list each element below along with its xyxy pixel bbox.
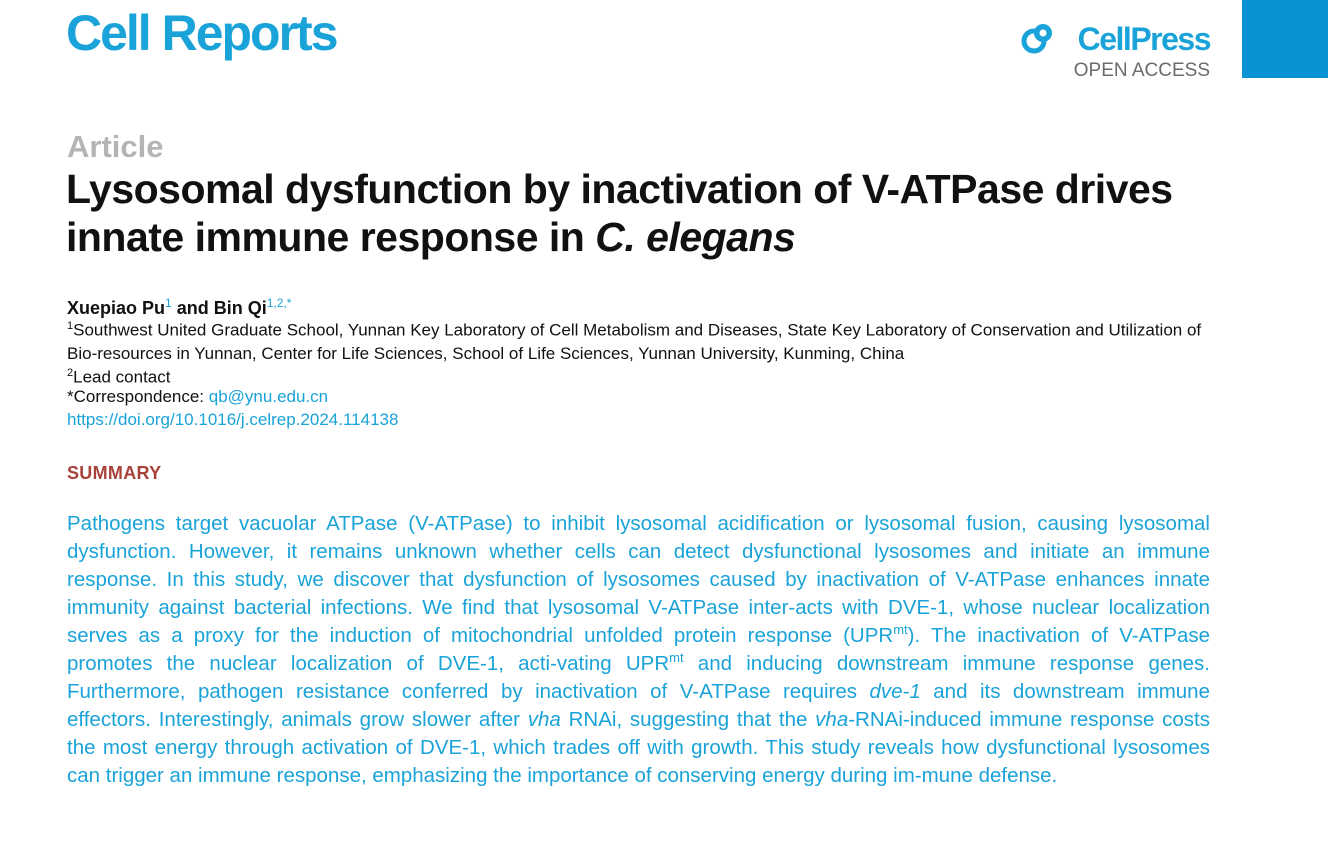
summary-run: Pathogens target vacuolar ATPase (V-ATPase) to inhibit lysosomal acidification or lysosomal fusion, causing lysosomal dysfunction. However, it remains unknown whether cells can detect dysfunctional lysosomes and initiate an immune response. In this study, we discover that dysfunction of lysosomes caused by inactivation of V-ATPase enhances innate immunity against bacterial infections. We find that lysosomal V-ATPase inter-acts with DVE-1, whose nuclear localization serves as a proxy for the induction of mitochondrial unfolded protein response (UPR bbox=[67, 512, 1210, 647]
journal-title: Cell Reports bbox=[66, 5, 337, 61]
author-name: Bin Qi bbox=[213, 298, 267, 318]
summary-run: RNAi, suggesting that the bbox=[560, 708, 816, 731]
summary-heading: SUMMARY bbox=[67, 463, 162, 483]
summary-superscript: mt bbox=[893, 622, 908, 638]
cellpress-logo bbox=[1020, 20, 1210, 82]
summary-run: -RNAi-induced immune response costs the most energy through activation of DVE-1, which trades off with growth. This study reveals how dysfunctional lysosomes can trigger an immune response, emphasizing the importance of conserving energy during im-mune defense. bbox=[67, 708, 1211, 787]
title-text: Lysosomal dysfunction by inactivation of V-ATPase drives innate immune response in bbox=[66, 166, 1173, 260]
summary-run: and inducing downstream immune response genes. Furthermore, pathogen resistance conferred by inactivation of V-ATPase requires bbox=[67, 652, 1210, 703]
correspondence bbox=[67, 385, 1217, 408]
article-title bbox=[66, 165, 1216, 261]
email-link[interactable]: qb@ynu.edu.cn bbox=[208, 387, 329, 406]
author-affiliation-mark[interactable]: 1,2,* bbox=[266, 296, 292, 310]
gene-name: vha bbox=[527, 708, 561, 731]
lead-contact-text: Lead contact bbox=[73, 367, 171, 387]
corner-tab bbox=[1242, 0, 1328, 78]
affiliation-1 bbox=[67, 315, 1217, 365]
summary-text bbox=[67, 510, 1210, 790]
cellpress-logo-icon bbox=[1020, 20, 1056, 56]
summary-run: and its downstream immune effectors. Interestingly, animals grow slower after bbox=[67, 680, 1210, 731]
summary-superscript: mt bbox=[669, 650, 684, 666]
affiliation-text: Southwest United Graduate School, Yunnan Key Laboratory of Cell Metabolism and Diseases, State Key Laboratory of Conservation and Utilization of Bio-resources in Yunnan, Center for Life Sciences, School of Life Sciences, Yunnan University, Kunming, China bbox=[67, 320, 1202, 363]
doi-link[interactable]: https://doi.org/10.1016/j.celrep.2024.114138 bbox=[67, 410, 399, 429]
gene-name: dve-1 bbox=[869, 680, 921, 703]
summary-run: ). The inactivation of V-ATPase promotes the nuclear localization of DVE-1, acti-vating UPR bbox=[67, 624, 1210, 675]
author-affiliation-mark[interactable]: 1 bbox=[165, 296, 172, 310]
author-name: Xuepiao Pu bbox=[67, 298, 166, 318]
author-separator: and bbox=[171, 298, 214, 318]
correspondence-label: *Correspondence: bbox=[67, 387, 209, 406]
title-species: C. elegans bbox=[595, 214, 796, 260]
gene-name: vha bbox=[815, 708, 849, 731]
publisher-name: CellPress bbox=[1077, 21, 1210, 57]
article-type: Article bbox=[67, 129, 164, 164]
affiliation-mark: 2 bbox=[67, 367, 74, 379]
open-access-label: OPEN ACCESS bbox=[1073, 60, 1210, 81]
affiliation-mark: 1 bbox=[67, 320, 74, 332]
